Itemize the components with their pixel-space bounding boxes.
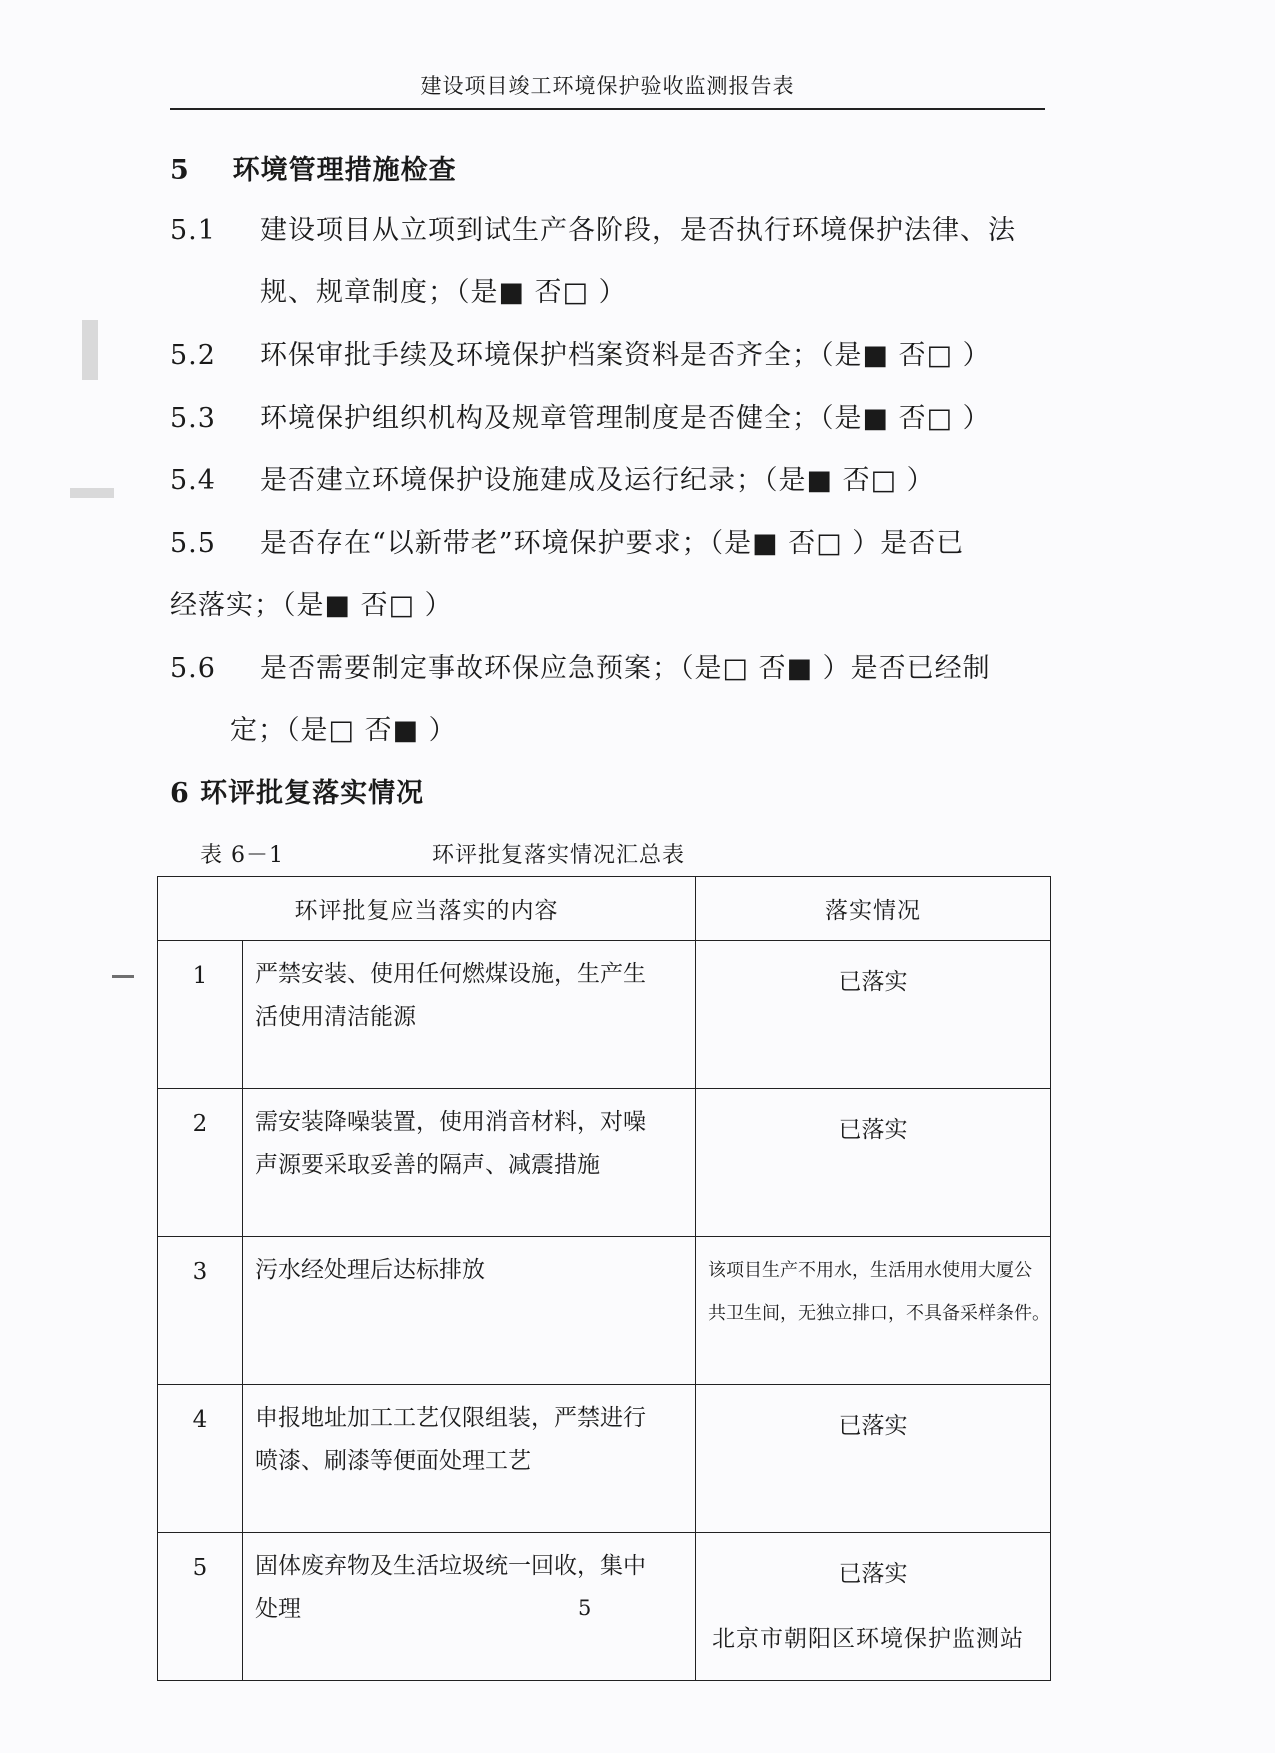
item-5-2 <box>170 333 991 372</box>
row-content <box>243 1385 696 1533</box>
row-status: 已落实 <box>696 1089 1051 1237</box>
item-text-line: 是否需要制定事故环保应急预案；（是□ 否■ ）是否已经制 <box>260 653 991 684</box>
item-5-6 <box>170 646 991 685</box>
table-row <box>158 941 1051 1089</box>
item-5-4 <box>170 458 935 497</box>
row-status: 已落实 <box>696 1385 1051 1533</box>
item-5-6-cont: 定；（是□ 否■ ） <box>230 715 457 746</box>
row-content <box>243 941 696 1089</box>
item-text-line: 是否存在“以新带老”环境保护要求；（是■ 否□ ）是否已 <box>260 528 965 559</box>
row-number: 5 <box>158 1533 243 1681</box>
item-5-3 <box>170 396 991 435</box>
item-text-line: 环境保护组织机构及规章管理制度是否健全；（是■ 否□ ） <box>260 403 991 434</box>
content-line: 固体废弃物及生活垃圾统一回收，集中 <box>255 1553 646 1579</box>
row-number: 1 <box>158 941 243 1089</box>
content-line: 活使用清洁能源 <box>255 1004 416 1030</box>
item-text-line: 建设项目从立项到试生产各阶段，是否执行环境保护法律、法 <box>260 215 1016 246</box>
row-status: 已落实 <box>696 1533 1051 1681</box>
row-content <box>243 1237 696 1385</box>
item-5-1-cont: 规、规章制度；（是■ 否□ ） <box>260 277 627 308</box>
item-number: 5.1 <box>170 215 216 246</box>
item-number: 5.3 <box>170 403 216 434</box>
table-header-row <box>158 877 1051 941</box>
content-line: 需安装降噪装置，使用消音材料，对噪 <box>255 1109 646 1135</box>
row-number: 4 <box>158 1385 243 1533</box>
item-5-5-cont: 经落实；（是■ 否□ ） <box>170 590 453 621</box>
content-line: 严禁安装、使用任何燃煤设施，生产生 <box>255 961 646 987</box>
header-rule <box>170 108 1045 110</box>
row-status: 已落实 <box>696 941 1051 1089</box>
scan-mark <box>112 975 134 978</box>
item-number: 5.5 <box>170 528 216 559</box>
row-content <box>243 1089 696 1237</box>
page-number: 5 <box>578 1596 592 1620</box>
content-line: 声源要采取妥善的隔声、减震措施 <box>255 1152 600 1178</box>
item-text-line: 环保审批手续及环境保护档案资料是否齐全；（是■ 否□ ） <box>260 340 991 371</box>
approval-table <box>157 876 1051 1681</box>
item-text-line: 是否建立环境保护设施建成及运行纪录；（是■ 否□ ） <box>260 465 935 496</box>
item-number: 5.2 <box>170 340 216 371</box>
organization-name: 北京市朝阳区环境保护监测站 <box>712 1626 1024 1652</box>
item-5-1 <box>170 208 1016 247</box>
status-line: 共卫生间，无独立排口，不具备采样条件。 <box>708 1303 1050 1324</box>
content-line: 申报地址加工工艺仅限组装，严禁进行 <box>255 1405 646 1431</box>
item-number: 5.4 <box>170 465 216 496</box>
table-row <box>158 1533 1051 1681</box>
table-row <box>158 1385 1051 1533</box>
row-content <box>243 1533 696 1681</box>
status-line: 该项目生产不用水，生活用水使用大厦公 <box>708 1260 1032 1281</box>
table-row <box>158 1089 1051 1237</box>
content-line: 处理 <box>255 1596 301 1622</box>
section-5-number: 5 <box>170 155 190 186</box>
table-row <box>158 1237 1051 1385</box>
scan-smudge <box>82 320 98 380</box>
item-5-5 <box>170 521 964 560</box>
scan-smudge <box>70 488 114 498</box>
table-label: 表 6－1 <box>200 843 284 868</box>
section-5-title: 环境管理措施检查 <box>232 155 457 186</box>
header-content: 环评批复应当落实的内容 <box>158 877 696 941</box>
section-6-heading: 6 环评批复落实情况 <box>170 778 425 809</box>
section-5-heading <box>170 148 457 187</box>
content-line: 喷漆、刷漆等便面处理工艺 <box>255 1448 531 1474</box>
content-line: 污水经处理后达标排放 <box>255 1257 485 1283</box>
table-title: 环评批复落实情况汇总表 <box>432 843 686 868</box>
row-number: 3 <box>158 1237 243 1385</box>
row-number: 2 <box>158 1089 243 1237</box>
row-status <box>696 1237 1051 1385</box>
item-number: 5.6 <box>170 653 216 684</box>
page-header: 建设项目竣工环境保护验收监测报告表 <box>420 74 795 98</box>
header-status: 落实情况 <box>696 877 1051 941</box>
